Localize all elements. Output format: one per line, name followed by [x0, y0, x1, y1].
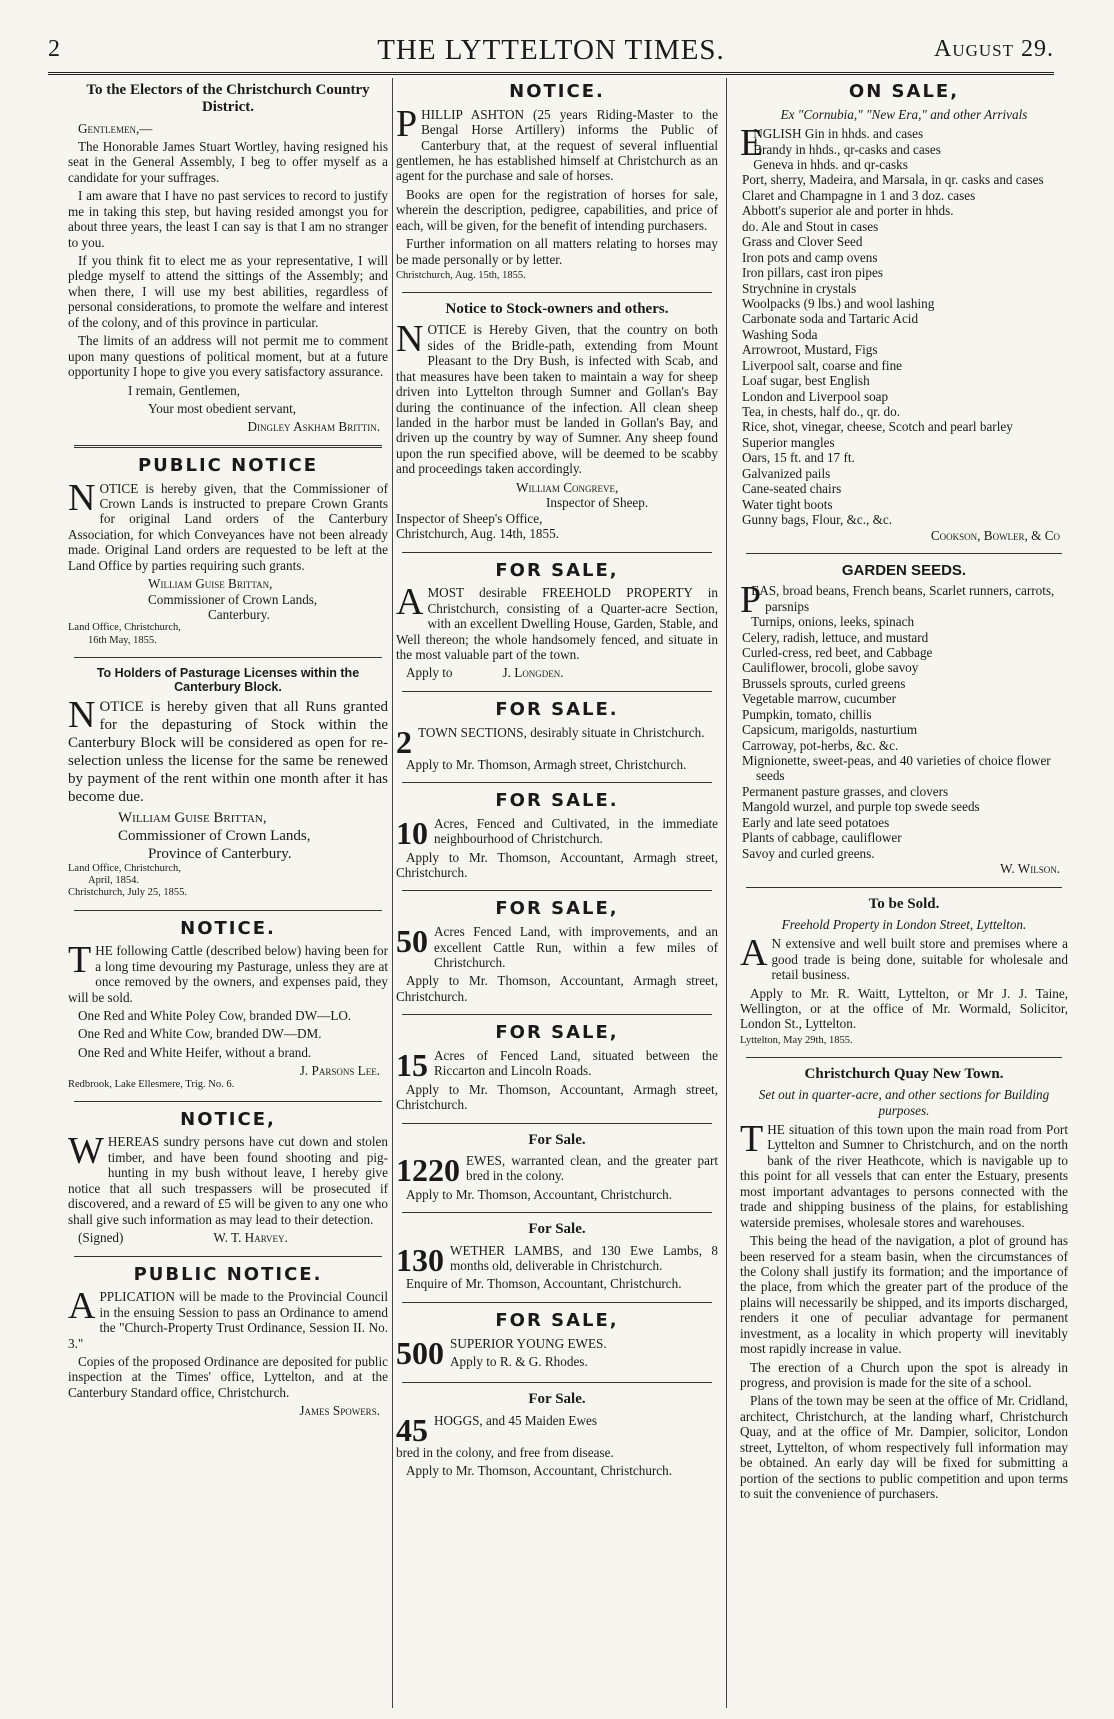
ad-heading: To be Sold. — [868, 895, 940, 912]
divider — [74, 1256, 382, 1257]
apply-line: Apply to Mr. Thomson, Accountant, Christchurch. — [406, 1186, 673, 1202]
to-be-sold-ad — [740, 896, 1068, 1047]
paragraph: If you think fit to elect me as your representative, I will pledge myself to attend the sittings of the Assembly; and when there, I will use my best abilities, regardless of personal considerations, to promote the welfare and interest of the colony, and of this province in particular. — [68, 253, 388, 330]
signature: William Guise Brittan, — [118, 810, 267, 827]
list-item: Curled-cress, red beet, and Cabbage — [742, 644, 933, 660]
dateline: Christchurch, Aug. 15th, 1855. — [396, 270, 526, 282]
list-item: Arrowroot, Mustard, Figs — [742, 342, 878, 358]
quay-new-town-ad — [740, 1066, 1068, 1502]
paragraph: I am aware that I have no past services to record to justify me in taking this step, but having resided amongst you for about three years, the least I can say is that I am no stranger to you. — [68, 188, 388, 250]
quantity: 10 — [396, 814, 428, 851]
list-item: Liverpool salt, coarse and fine — [742, 357, 903, 373]
ad-heading: NOTICE. — [180, 917, 276, 939]
closing: I remain, Gentlemen, — [128, 382, 241, 398]
drop-cap: P — [740, 579, 762, 622]
list-item: Capsicum, marigolds, nasturtium — [742, 722, 918, 738]
divider — [746, 1057, 1062, 1058]
divider — [402, 691, 712, 692]
ad-heading: FOR SALE, — [495, 898, 619, 920]
drop-cap: A — [396, 581, 424, 624]
list-item: One Red and White Poley Cow, branded DW—LO. — [78, 1007, 352, 1023]
ad-heading: For Sale. — [528, 1221, 586, 1238]
paragraph: The erection of a Church upon the spot is already in progress, and provision is made for the site of a school. — [740, 1359, 1068, 1390]
list-item: Grass and Clover Seed — [742, 234, 863, 250]
seeds-list — [740, 579, 1068, 861]
ad-body: OTICE is hereby given, that the Commissioner of Crown Lands is instructed to prepare Crown Grants for original Land orders of the Canterbury Association, for which Conveyances have not been already made. Original Land orders are requested to be left at the Land Office by parties requiring such grants. — [68, 480, 388, 573]
ad-heading: For Sale. — [528, 1131, 586, 1148]
pasturage-notice — [68, 666, 388, 900]
list-item: Cane-seated chairs — [742, 481, 842, 497]
salutation: Gentlemen,— — [78, 120, 153, 136]
apply-line — [396, 665, 718, 680]
garden-seeds-ad — [740, 562, 1068, 877]
ad-heading: FOR SALE, — [495, 559, 619, 581]
ad-heading: PUBLIC NOTICE — [137, 454, 319, 476]
ewes-sale — [396, 1132, 718, 1203]
drop-cap: W — [68, 1130, 104, 1173]
quantity: 15 — [396, 1046, 428, 1083]
list-item: One Red and White Cow, branded DW—DM. — [78, 1026, 322, 1042]
dateline: Land Office, Christchurch, — [68, 863, 181, 875]
signature-place: Province of Canterbury. — [148, 846, 292, 863]
ashton-notice — [396, 82, 718, 282]
list-item: Permanent pasture grasses, and clovers — [742, 783, 949, 799]
quantity: 130 — [396, 1241, 444, 1278]
dateline: Christchurch, Aug. 14th, 1855. — [396, 526, 560, 542]
ad-subheading: Freehold Property in London Street, Lyttelton. — [781, 916, 1027, 932]
ad-body: bred in the colony, and free from disease. — [396, 1444, 614, 1460]
list-item: Oars, 15 ft. and 17 ft. — [742, 450, 855, 466]
list-item: Strychnine in crystals — [742, 280, 857, 296]
ad-heading: Christchurch Quay New Town. — [804, 1065, 1004, 1082]
drop-cap: A — [740, 932, 768, 975]
divider — [746, 887, 1062, 888]
list-item: Rice, shot, vinegar, cheese, Scotch and pearl barley — [742, 419, 1013, 435]
ad-body: Acres of Fenced Land, situated between the Riccarton and Lincoln Roads. — [434, 1047, 718, 1079]
quantity: 1220 — [396, 1151, 460, 1188]
apply-line: Apply to Mr. Thomson, Accountant, Armagh street, Christchurch. — [396, 849, 718, 880]
ad-heading: GARDEN SEEDS. — [841, 561, 967, 579]
masthead — [48, 30, 1054, 70]
ad-heading: To the Electors of the Christchurch Country District. — [86, 82, 370, 116]
apply-line: Apply to Mr. Thomson, Accountant, Christchurch. — [406, 1463, 673, 1479]
list-item: Port, sherry, Madeira, and Marsala, in qr. casks and cases — [742, 172, 1044, 188]
signature-title: Commissioner of Crown Lands, — [118, 828, 311, 845]
list-item: One Red and White Heifer, without a brand. — [78, 1044, 312, 1060]
dateline: 16th May, 1855. — [88, 634, 157, 646]
ad-subheading: Ex "Cornubia," "New Era," and other Arrivals — [780, 106, 1028, 122]
ad-body: HEREAS sundry persons have cut down and stolen timber, and have been found shooting and pig-hunting in my bush without leave, I hereby give notice that all such trespassers will be prosecuted if discovered, and a reward of £5 will be given to any one who shall give such information as may lead to their detection. — [68, 1134, 388, 1227]
signature-title: Inspector of Sheep. — [546, 495, 649, 511]
dateline: Christchurch, July 25, 1855. — [68, 887, 187, 899]
apply-line: Apply to Mr. Thomson, Armagh street, Christchurch. — [406, 756, 687, 772]
apply-line: Apply to Mr. Thomson, Accountant, Armagh street, Christchurch. — [396, 973, 718, 1004]
list-item: Pumpkin, tomato, chillis — [742, 706, 872, 722]
apply-line: Apply to Mr. R. Waitt, Lyttelton, or Mr J. J. Taine, Wellington, or at the office of Mr. Wormald, Solicitor, London St., Lyttelton. — [740, 985, 1068, 1032]
signed-label: (Signed) — [78, 1230, 124, 1246]
page-number: 2 — [48, 36, 60, 62]
dateline: Lyttelton, May 29th, 1855. — [740, 1034, 853, 1046]
divider — [402, 782, 712, 783]
list-item: Turnips, onions, leeks, spinach — [751, 614, 915, 630]
masthead-rule — [48, 72, 1054, 75]
drop-cap: P — [396, 102, 418, 145]
paragraph: Plans of the town may be seen at the office of Mr. Cridland, architect, Christchurch, at the landing wharf, Christchurch Quay, and at the office of Mr. Dampier, solicitor, London street, Lyttelton, of whom respectively full information may be obtained. An early day will be fixed for submitting a portion of the sections to public competition and upon terms to suit the convenience of purchasers. — [740, 1393, 1068, 1502]
ad-body: N extensive and well built store and premises where a good trade is being done, suitable for wholesale and retail business. — [771, 936, 1068, 983]
list-item: Geneva in hhds. and qr-casks — [753, 157, 908, 172]
signature: Cookson, Bowler, & Co — [930, 527, 1060, 543]
office: Inspector of Sheep's Office, — [396, 510, 543, 526]
list-item: Carbonate soda and Tartaric Acid — [742, 311, 919, 327]
column-1 — [68, 82, 388, 1712]
town-sections-sale — [396, 700, 718, 772]
list-item: Early and late seed potatoes — [742, 814, 890, 830]
ad-body: HE following Cattle (described below) having been for a long time devouring my Pasturage, unless they are at once removed by the owners, and expenses paid, they will be sold. — [68, 943, 388, 1005]
fifty-acres-sale — [396, 899, 718, 1004]
list-item: Celery, radish, lettuce, and mustard — [742, 629, 929, 645]
drop-cap: T — [740, 1118, 764, 1160]
list-item: Gunny bags, Flour, &c., &c. — [742, 512, 893, 528]
on-sale-ad — [740, 82, 1068, 543]
divider — [74, 657, 382, 658]
list-item: Water tight boots — [742, 496, 833, 512]
dateline: April, 1854. — [88, 875, 140, 887]
divider — [402, 1212, 712, 1213]
ad-heading: FOR SALE, — [495, 1022, 619, 1044]
signed-line — [68, 1230, 388, 1245]
signature: W. Wilson. — [1000, 861, 1060, 877]
list-item: Woolpacks (9 lbs.) and wool lashing — [742, 295, 935, 311]
ad-body: SUPERIOR YOUNG EWES. — [450, 1335, 607, 1351]
signature: William Congreve, — [516, 479, 619, 495]
ad-heading: NOTICE. — [509, 82, 605, 102]
ad-body: OTICE is Hereby Given, that the country on both sides of the Bridle-path, extending from Mount Pleasant to the Dry Bush, is infected with Scab, and that measures have been taken to maintain a way for sheep driven into Lyttelton through Sumner and Gollan's Bay during the continuance of the infection. All clean sheep landed in the harbor must be landed in Gollan's Bay, and driven up the country by way of Sumner. Any sheep found upon the run specified above, will be deemed to be scabby and proceedings taken accordingly. — [396, 322, 718, 477]
signature: James Spowers. — [299, 1403, 380, 1419]
list-item: Washing Soda — [742, 326, 818, 342]
column-2 — [396, 82, 718, 1712]
list-item: Cauliflower, brocoli, globe savoy — [742, 660, 919, 676]
freehold-sale — [396, 561, 718, 681]
ad-body: HE situation of this town upon the main road from Port Lyttelton and Sumner to Christchurch, and on the north bank of the river Heathcote, which is navigable up to this point for all vessels that can enter the Estuary, presents most important advantages to persons connected with the trade and shipping business of the plains, for establishing waterside premises, wholesale stores and warehouses. — [740, 1122, 1068, 1230]
apply-label: Apply to — [406, 665, 453, 681]
apply-line: Enquire of Mr. Thomson, Accountant, Christchurch. — [406, 1276, 682, 1292]
divider — [74, 445, 382, 448]
list-item: Mangold wurzel, and purple top swede seeds — [742, 799, 980, 815]
ad-heading: ON SALE, — [848, 82, 960, 102]
fifteen-acres-sale — [396, 1023, 718, 1112]
signature: William Guise Brittan, — [148, 576, 273, 592]
column-divider — [392, 78, 393, 1708]
hoggs-sale — [396, 1391, 718, 1478]
apply-line: Apply to R. & G. Rhodes. — [450, 1353, 588, 1369]
list-item: Tea, in chests, half do., qr. do. — [742, 404, 901, 419]
list-item: Mignionette, sweet-peas, and 40 varieties of choice flower seeds — [742, 753, 1051, 784]
ad-body: HILLIP ASHTON (25 years Riding-Master to the Bengal Horse Artillery) informs the Public of Canterbury that, at the request of several influential gentlemen, he has established himself at Christchurch as an agent for the purchase and sale of horses. — [396, 106, 718, 184]
list-item: Vegetable marrow, cucumber — [742, 691, 897, 707]
signature: J. Parsons Lee. — [299, 1063, 380, 1079]
paragraph: Books are open for the registration of horses for sale, wherein the description, pedigree, capabilities, and price of each, will be given, for the benefit of intending purchasers. — [396, 186, 718, 233]
apply-line: Apply to Mr. Thomson, Accountant, Armagh street, Christchurch. — [396, 1081, 718, 1113]
timber-notice — [68, 1110, 388, 1246]
electors-address — [68, 82, 388, 435]
ad-body: OTICE is hereby given that all Runs granted for the depasturing of Stock within the Canterbury Block will be considered as open for re-selection unless the license for the same be renewed by payment of the rent within one month after it has become due. — [68, 699, 388, 806]
list-item: Savoy and curled greens. — [742, 845, 875, 861]
list-item: Superior mangles — [742, 434, 835, 450]
list-item: Plants of cabbage, cauliflower — [742, 830, 902, 846]
cattle-notice — [68, 919, 388, 1091]
paragraph: Further information on all matters relating to horses may be made personally or by letter. — [396, 236, 718, 267]
list-item: London and Liverpool soap — [742, 388, 889, 404]
column-divider — [726, 78, 727, 1708]
list-item: EAS, broad beans, French beans, Scarlet runners, carrots, parsnips — [751, 583, 1055, 614]
young-ewes-sale — [396, 1311, 718, 1373]
quantity: 45 — [396, 1411, 428, 1448]
goods-list — [740, 122, 1068, 528]
ad-heading: To Holders of Pasturage Licenses within the Canterbury Block. — [96, 665, 360, 694]
list-item: Brussels sprouts, curled greens — [742, 675, 906, 691]
lambs-sale — [396, 1221, 718, 1292]
drop-cap: A — [68, 1285, 96, 1328]
signature: J. Longden. — [502, 665, 564, 681]
ad-heading: FOR SALE. — [495, 789, 619, 811]
ad-heading: Notice to Stock-owners and others. — [445, 301, 669, 318]
list-item: Galvanized pails — [742, 465, 831, 481]
divider — [402, 552, 712, 553]
paragraph: The limits of an address will not permit me to comment upon many questions of political moment, but at a future opportunity I hope to give you every satisfactory assurance. — [68, 333, 388, 380]
divider — [402, 1014, 712, 1015]
ad-body: MOST desirable FREEHOLD PROPERTY in Christchurch, consisting of a Quarter-acre Section, with an excellent Dwelling House, Garden, Stable, and Well thereon; the whole handsomely fenced, and situate in the most valuable part of the town. — [396, 585, 718, 662]
divider — [402, 890, 712, 891]
list-item: Loaf sugar, best English — [742, 373, 870, 389]
list-item: NGLISH Gin in hhds. and cases — [753, 126, 924, 142]
column-3 — [740, 82, 1068, 1712]
public-notice-crown-grants — [68, 456, 388, 647]
drop-cap: N — [68, 476, 96, 519]
closing: Your most obedient servant, — [148, 400, 297, 416]
list-item: Iron pillars, cast iron pipes — [742, 265, 883, 281]
church-property-notice — [68, 1265, 388, 1419]
ad-heading: FOR SALE. — [495, 698, 619, 720]
newspaper-title: THE LYTTELTON TIMES. — [377, 34, 725, 66]
list-item: do. Ale and Stout in cases — [742, 218, 879, 234]
issue-date: August 29. — [933, 36, 1054, 62]
ad-heading: FOR SALE, — [495, 1309, 619, 1331]
signature: Dingley Askham Brittin. — [247, 419, 380, 435]
signature: W. T. Harvey. — [213, 1230, 288, 1246]
ad-subheading: Set out in quarter-acre, and other sections for Building purposes. — [758, 1087, 1050, 1118]
divider — [402, 292, 712, 293]
paragraph: This being the head of the navigation, a plot of ground has been reserved for a steam basin, when the circumstances of the Colony shall justify its formation; and the importance of the place, from which the greater part of the produce of the plains will necessarily be shipped, and its imports discharged, renders it one of peculiar advantage for permanent investment, as a locality in which property will inevitably most rapidly increase in value. — [740, 1233, 1068, 1357]
dateline: Land Office, Christchurch, — [68, 622, 181, 634]
ten-acres-sale — [396, 791, 718, 880]
ad-body: TOWN SECTIONS, desirably situate in Christchurch. — [418, 724, 705, 740]
drop-cap: T — [68, 939, 92, 982]
paragraph: The Honorable James Stuart Wortley, having resigned his seat in the General Assembly, I beg to offer myself as a candidate for your suffrages. — [68, 138, 388, 185]
drop-cap: E — [740, 122, 764, 165]
ad-body: Acres Fenced Land, with improvements, and an excellent Cattle Run, within a few miles of Christchurch. — [434, 924, 718, 970]
signature-place: Canterbury. — [208, 607, 270, 622]
list-item: Iron pots and camp ovens — [742, 249, 878, 265]
ad-heading: For Sale. — [528, 1391, 586, 1408]
divider — [402, 1382, 712, 1383]
stock-owners-notice — [396, 301, 718, 541]
list-item: Carroway, pot-herbs, &c. &c. — [742, 737, 899, 753]
ad-heading: NOTICE, — [180, 1108, 276, 1130]
drop-cap: N — [68, 694, 96, 737]
ad-heading: PUBLIC NOTICE. — [133, 1263, 323, 1285]
divider — [746, 553, 1062, 554]
divider — [402, 1302, 712, 1303]
signature-title: Commissioner of Crown Lands, — [148, 591, 318, 607]
ad-body: PPLICATION will be made to the Provincial Council in the ensuing Session to pass an Ordinance to amend the "Church-Property Trust Ordinance, Session II. No. 3." — [68, 1289, 388, 1351]
quantity: 500 — [396, 1334, 444, 1371]
ad-body: WETHER LAMBS, and 130 Ewe Lambs, 8 months old, deliverable in Christchurch. — [450, 1242, 718, 1273]
list-item: Brandy in hhds., qr-casks and cases — [753, 141, 941, 157]
ad-body: HOGGS, and 45 Maiden Ewes — [434, 1412, 597, 1428]
drop-cap: N — [396, 318, 424, 361]
dateline: Redbrook, Lake Ellesmere, Trig. No. 6. — [68, 1078, 235, 1090]
ad-body: Copies of the proposed Ordinance are deposited for public inspection at the Times' office, Lyttelton, and at the Canterbury Standard office, Christchurch. — [68, 1353, 388, 1400]
quantity: 2 — [396, 723, 412, 760]
divider — [402, 1123, 712, 1124]
ad-body: Acres, Fenced and Cultivated, in the immediate neighbourhood of Christchurch. — [434, 815, 718, 847]
divider — [74, 910, 382, 911]
divider — [74, 1101, 382, 1102]
ad-body: EWES, warranted clean, and the greater part bred in the colony. — [466, 1152, 718, 1184]
list-item: Abbott's superior ale and porter in hhds. — [742, 203, 954, 219]
list-item: Claret and Champagne in 1 and 3 doz. cases — [742, 187, 976, 203]
quantity: 50 — [396, 923, 428, 960]
